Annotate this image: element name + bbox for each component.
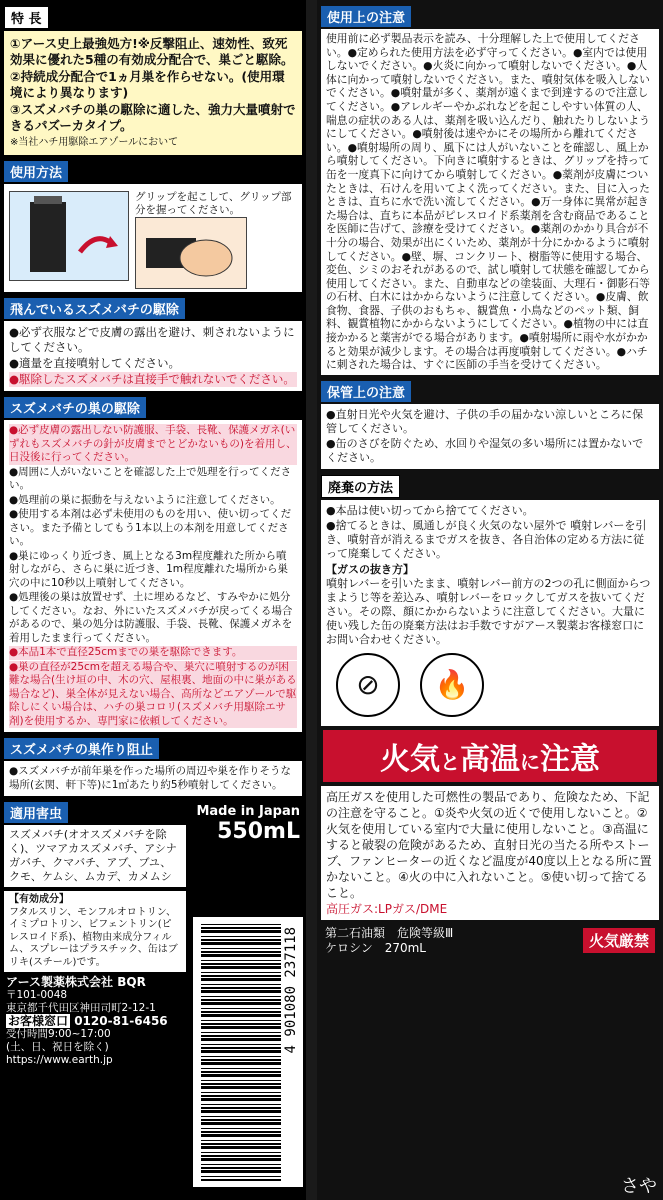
gas-text: 噴射レバーを引いたまま、噴射レバー前方の2つの孔に側面からつまようじ等を差込み、噴射レバーをロックしてガスを抜いてください。その際、顔にかからないように注意してください。大量に使い残した缶の廃棄方法はお手数ですがアース製薬お客様窓口にお問い合わせください。 [326, 576, 651, 646]
pests-text: スズメバチ(オオスズメバチを除く)、ツマアカスズメバチ、アシナガバチ、クマバチ、アブ、ブユ、クモ、ケムシ、ムカデ、カメムシ [9, 828, 177, 883]
right-column [317, 0, 663, 1200]
company-hours: 受付時間9:00~17:00 [6, 1028, 111, 1040]
barcode [192, 916, 304, 1188]
disposal-item: ●捨てるときは、風通しが良く火気のない屋外で 噴射レバーを引き、噴射音が消えるまでガスを抜き、各自治体の定める方法に従って廃棄してください。 [326, 518, 647, 560]
spray-can-illustration [9, 191, 129, 281]
storage-header: 保管上の注意 [321, 381, 411, 402]
ingredients-box [4, 891, 186, 972]
warning-icons [336, 653, 644, 717]
pests-box [4, 825, 186, 887]
fire-prohibited-badge: 火気厳禁 [583, 928, 655, 953]
grip-illustration [135, 217, 247, 289]
features-header: 特 長 [4, 6, 49, 29]
flying-item: ●必ず衣服などで皮膚の露出を避け、刺されないようにしてください。 [9, 325, 295, 354]
disposal-header: 廃棄の方法 [321, 475, 400, 498]
feature-note: ※当社ハチ用駆除エアゾールにおいて [10, 137, 179, 148]
fire-warning-title [323, 730, 657, 782]
usage-header: 使用方法 [4, 161, 68, 182]
hazard-kerosene: ケロシン 270mL [325, 940, 426, 955]
disposal-box [321, 500, 659, 726]
nest-item: ●必ず皮膚の露出しない防護服、手袋、長靴、保護メガネ(いずれもスズメバチの針が皮膚までとどかないもの)を着用し、日没後に行ってください。 [9, 424, 297, 463]
nest-item: ●使用する本剤は必ず未使用のものを用い、使い切ってください。また予備としてもう1本以上の本剤を用意してください。 [9, 508, 292, 547]
no-indoor-use-icon: ⊘ [336, 653, 400, 717]
nest-header: スズメバチの巣の駆除 [4, 397, 146, 418]
flying-item: ●適量を直接噴射してください。 [9, 356, 181, 370]
disposal-item: ●本品は使い切ってから捨ててください。 [326, 503, 534, 517]
company-postal: 〒101-0048 [6, 989, 68, 1001]
caution-header: 使用上の注意 [321, 6, 411, 27]
fire-title-a: 火気 [380, 741, 440, 777]
usage-box [4, 184, 302, 292]
flying-header: 飛んでいるスズメバチの駆除 [4, 298, 185, 319]
phone-label: お客様窓口 [8, 1014, 69, 1028]
company-holiday: (土、日、祝日を除く) [6, 1041, 109, 1053]
fire-title-d: に [520, 749, 540, 774]
nest-item: ●処理後の巣は放置せず、土に埋めるなど、すみやかに処分してください。なお、外にいたスズメバチが戻ってくる場合があるので、巣の処分は防護服、手袋、長靴、保護メガネを着用したまま行ってください。 [9, 591, 293, 644]
fire-text: 高圧ガスを使用した可燃性の製品であり、危険なため、下記の注意を守ること。①炎や火気の近くで使用しないこと。②火気を使用している室内で大量に使用しないこと。③高温にすると破裂の危険があるため、直射日光の当たる所やストーブ、ファンヒーターの近くなど温度が40度以上となる所に置かないこと。④火の中に入れないこと。⑤使い切って捨てること。 [326, 789, 652, 900]
left-column [0, 0, 306, 1200]
feature-item: ①アース史上最強処方!※反撃阻止、速効性、致死効果に優れた5種の有効成分配合で、巣ごと駆除。 [10, 36, 294, 67]
caution-box [321, 29, 659, 375]
barcode-number: 4 901080 237118 [283, 927, 299, 1054]
hazard-class: 第二石油類 危険等級Ⅲ [325, 925, 454, 940]
barcode-bars [201, 923, 281, 1181]
phone-number: 0120-81-6456 [74, 1014, 168, 1028]
nest-item: ●処理前の巣に振動を与えないように注意してください。 [9, 493, 281, 506]
flying-item: ●駆除したスズメバチは直接手で触れないでください。 [9, 372, 297, 387]
nest-box [4, 420, 302, 732]
ingredients-text: フタルスリン、モンフルオロトリン、イミプロトリン、ビフェントリン(ピレスロイド系)、植物由来成分フィルム、スプレーはプラスチック、缶はブリキ(スチール)です。 [9, 906, 178, 968]
gas-header: 【ガスの抜き方】 [326, 562, 414, 576]
company-info [0, 976, 190, 1067]
flying-box [4, 321, 302, 391]
company-name: アース製薬株式会社 BQR [6, 975, 146, 989]
made-in-japan: Made in Japan [196, 804, 300, 819]
storage-item: ●直射日光や火気を避け、子供の手の届かない涼しいところに保管してください。 [326, 407, 644, 435]
fire-title-b: と [440, 749, 460, 774]
prevent-box [4, 761, 302, 796]
nest-item: ●周囲に人がいないことを確認した上で処理を行ってください。 [9, 465, 292, 491]
company-address: 東京都千代田区神田司町2-12-1 [6, 1002, 156, 1014]
nest-item: ●巣にゆっくり近づき、風上となる3m程度離れた所から噴射しながら、さらに巣に近づき、1m程度離れた場所から巣穴の中に10秒以上噴射してください。 [9, 549, 288, 589]
nest-item: ●巣の直径が25cmを超える場合や、巣穴に噴射するのが困難な場合(生け垣の中、木の穴、屋根裏、地面の中に巣がある場合など)、巣全体が見えない場合、高所などエアゾールで駆除しにくい場合は、ハチの巣コロリ(スズメバチ用駆除エサ剤)を使用するか、専門家に依頼してください。 [9, 660, 297, 727]
prevent-item: ●スズメバチが前年巣を作った場所の周辺や巣を作りそうな場所(玄関、軒下等)に1㎡あたり約5秒噴射してください。 [9, 765, 292, 791]
watermark: さや [621, 1176, 657, 1197]
fire-title-e: 注意 [540, 741, 600, 777]
fire-box [321, 786, 659, 920]
fire-gas: 高圧ガス:LPガス/DME [326, 901, 448, 916]
nest-item: ●本品1本で直径25cmまでの巣を駆除できます。 [9, 646, 297, 660]
hazard-row [317, 924, 663, 958]
ingredients-header: 【有効成分】 [9, 894, 69, 905]
column-divider [306, 0, 317, 1200]
volume: 550mL [217, 819, 300, 844]
caution-text: 使用前に必ず製品表示を読み、十分理解した上で使用してください。●定められた使用方法を必ず守ってください。●室内では使用しないでください。●火炎に向かって噴射しないでください。●人体に向かって噴射しないでください。また、噴射気体を吸入しないでください。●噴射量が多く、薬剤が遠くまで到達するので注意してください。●アレルギーやかぶれなどを起こしやすい体質の人、喘息の症状のある人は、薬剤を吸い込んだり、触れたりしないようにしてください。●噴射後は速やかにその場所から離れてください。●噴射場所の周り、風下には人がいないことを確認し、風上から噴射してください。下向きに噴射するときは、グリップを持って缶を一度真下に向けてから噴射してください。●薬剤が皮膚についたときは、石けんを用いてよく洗ってください。また、目に入ったときは、直ちに水で洗い流してください。●万一身体に異常が起きた場合は、直ちに本品がピレスロイド系薬剤を含む商品であることを医師に告げて、診療を受けてください。●薬剤のかかり具合が不十分の場合、効果が出にくいため、薬剤が十分にかかるように噴射してください。●壁、塀、コンクリート、樹脂等に使用する場合、変色、シミのおそれがあるので、試し噴射して状態を確認してから使用してください。また、自動車などの塗装面、大理石・御影石等の石材、白木にはかからないように注意してください。●皮膚、飲食物、食器、子供のおもちゃ、観賞魚・小鳥などのペット類、飼料、観賞植物にかからないようにしてください。●植物の中には直接かかると薬害がでる場合があります。●噴射場所に雨や水がかかると効果が減少します。その場合は再度噴射してください。●ハチに刺された場合は、すぐに医師の手当を受けてください。 [326, 32, 650, 372]
usage-caption: グリップを起こして、グリップ部分を握ってください。 [135, 191, 292, 216]
pests-header: 適用害虫 [4, 802, 68, 823]
company-url: https://www.earth.jp [6, 1054, 113, 1066]
feature-item: ③スズメバチの巣の駆除に適した、強力大量噴射できるパズーカタイプ。 [10, 102, 296, 133]
storage-box [321, 404, 659, 469]
features-box [4, 31, 302, 155]
storage-item: ●缶のさびを防ぐため、水回りや湿気の多い場所には置かないでください。 [326, 436, 644, 464]
prevent-header: スズメバチの巣作り阻止 [4, 738, 159, 759]
feature-item: ②持続成分配合で1ヵ月巣を作らせない。(使用環境により異なります) [10, 69, 285, 100]
no-fire-icon: 🔥 [420, 653, 484, 717]
fire-title-c: 高温 [460, 741, 520, 777]
